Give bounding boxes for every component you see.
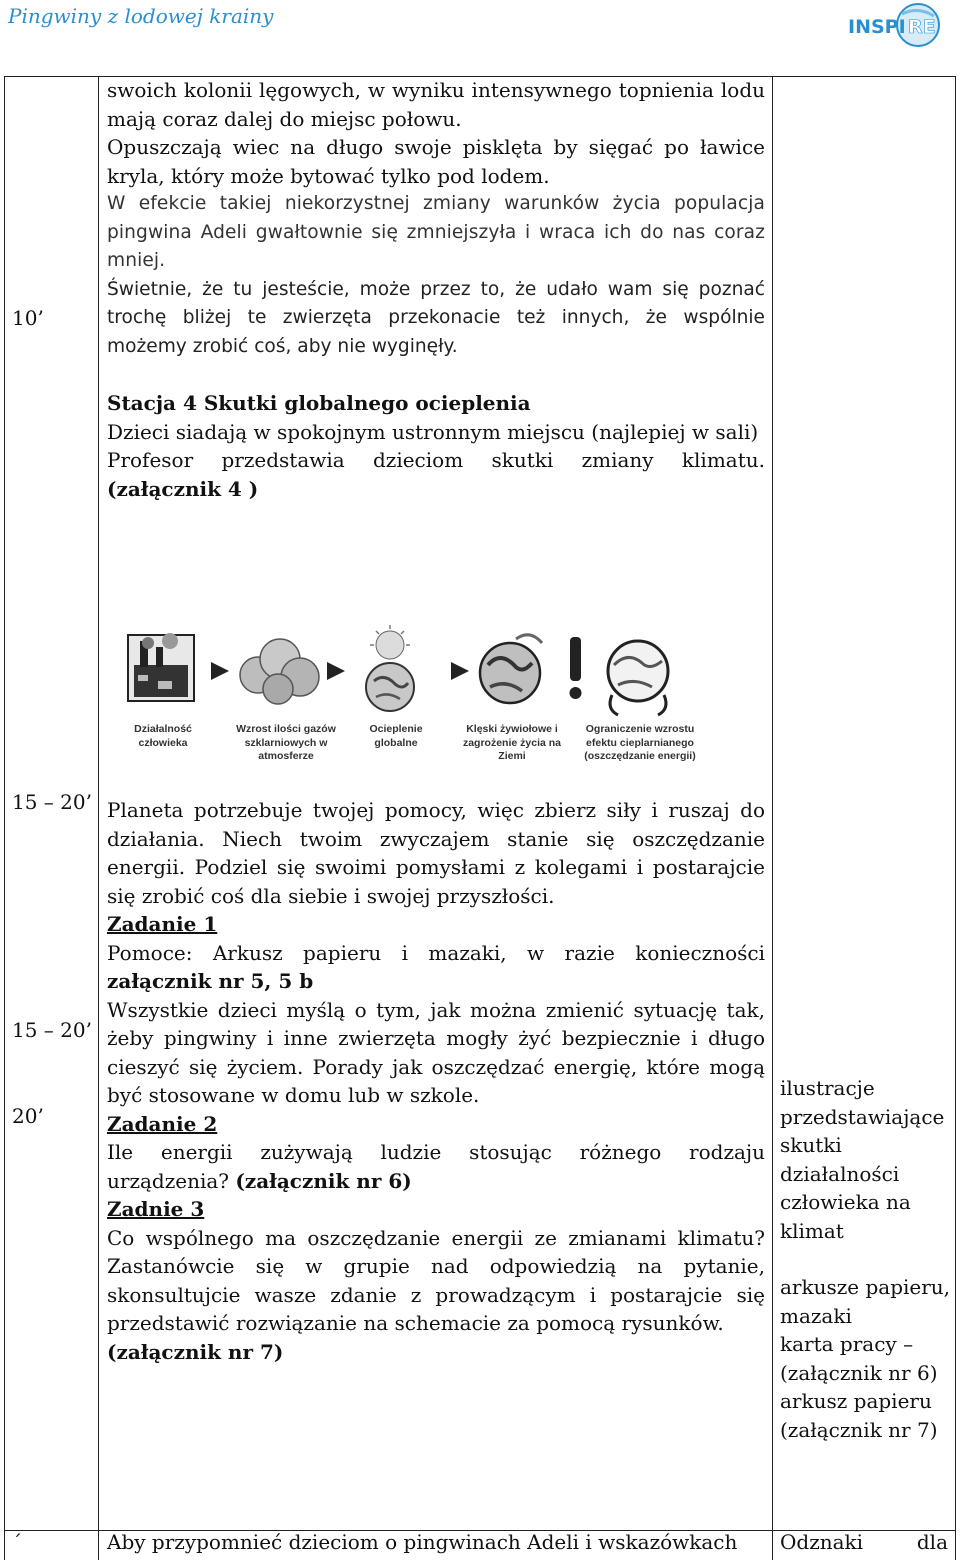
diagram-label: Działalność człowieka bbox=[134, 723, 192, 749]
inspire-logo bbox=[846, 0, 946, 50]
table-border-left bbox=[4, 76, 5, 1560]
paragraph: W efekcie takiej niekorzystnej zmiany warunków życia populacja pingwina Adeli gwałtownie się zmniejszyła i wraca ich do nas coraz mniej. bbox=[107, 193, 765, 271]
attachment-reference: załącznik nr 5, 5 b bbox=[107, 969, 314, 993]
diagram-label: Ocieplenie globalne bbox=[369, 723, 423, 749]
arrow-right-icon bbox=[451, 662, 469, 680]
task-heading: Zadanie 1 bbox=[107, 912, 218, 936]
materials-item: karta pracy – (załącznik nr 6) bbox=[780, 1332, 938, 1385]
attachment-reference: (załącznik nr 6) bbox=[235, 1168, 412, 1193]
task-aids: Pomoce: Arkusz papieru i mazaki, w razie konieczności bbox=[107, 940, 765, 965]
time-cell: 10’ bbox=[12, 306, 44, 330]
time-cell: 20’ bbox=[12, 1104, 44, 1128]
diagram-label: Ograniczenie wzrostu efektu cieplarnianego (oszczędzanie energii) bbox=[584, 723, 696, 762]
arrow-right-icon bbox=[211, 662, 229, 680]
materials-cell: Odznaki dla bbox=[780, 1530, 948, 1554]
arrow-right-icon bbox=[327, 662, 345, 680]
table-column-divider bbox=[98, 76, 99, 1560]
time-cell: 15 – 20’ bbox=[12, 1018, 92, 1042]
paragraph: Planeta potrzebuje twojej pomocy, więc zbierz siły i ruszaj do działania. Niech twoim zwyczajem stanie się oszczędzanie energii. Podziel się swoimi pomysłami z kolegami i postarajcie się zrobić coś dla siebie i swojej przyszłości. bbox=[107, 798, 765, 908]
diagram-label: Wzrost ilości gazów szklarniowych w atmosferze bbox=[236, 723, 336, 762]
paragraph bbox=[107, 1138, 765, 1195]
protected-earth-icon bbox=[608, 641, 668, 715]
svg-text:RE: RE bbox=[908, 16, 936, 38]
materials-cell bbox=[780, 1074, 952, 1444]
materials-item: ilustracje przedstawiające skutki działalności człowieka na klimat bbox=[780, 1076, 945, 1243]
global-warming-diagram bbox=[118, 625, 698, 765]
paragraph: Co wspólnego ma oszczędzanie energii ze zmianami klimatu? Zastanówcie się w grupie nad odpowiedzią na pytanie, skonsultujcie wasze zdanie z prowadzącym i postarajcie się przedstawić rozwiązanie na schemacie za pomocą rysunków. bbox=[107, 1225, 765, 1335]
disaster-earth-icon bbox=[480, 635, 542, 703]
task-body: Ile energii zużywają ludzie stosując różnego rodzaju urządzenia? bbox=[107, 1140, 765, 1193]
materials-item: arkusze papieru, mazaki bbox=[780, 1275, 951, 1328]
table-column-divider bbox=[772, 76, 773, 1560]
hot-earth-icon bbox=[366, 625, 414, 711]
attachment-reference: (załącznik 4 ) bbox=[107, 476, 259, 501]
content-cell bbox=[107, 796, 765, 1366]
paragraph: Wszystkie dzieci myślą o tym, jak można zmienić sytuację tak, żeby pingwiny i inne zwierzęta mogły żyć bezpiecznie i długo cieszyć się życiem. Porady jak oszczędzać energię, które mogą być stosowane w domu lub w szkole. bbox=[107, 997, 765, 1107]
content-cell: Aby przypomnieć dzieciom o pingwinach Adeli i wskazówkach bbox=[107, 1530, 738, 1554]
diagram-label: Klęski żywiołowe i zagrożenie życia na Ziemi bbox=[462, 723, 562, 762]
station-instruction: Dzieci siadają w spokojnym ustronnym miejscu (najlepiej w sali) bbox=[107, 419, 759, 444]
task-heading: Zadanie 2 bbox=[107, 1111, 218, 1136]
time-cell: ´ bbox=[12, 1530, 22, 1554]
factory-icon bbox=[128, 633, 194, 701]
paragraph: Opuszczają wiec na długo swoje pisklęta by sięgać po ławice kryla, który może bytować tylko pod lodem. bbox=[107, 135, 765, 188]
content-cell bbox=[107, 76, 765, 361]
task-heading: Zadnie 3 bbox=[107, 1197, 205, 1221]
time-cell: 15 – 20’ bbox=[12, 790, 92, 814]
materials-item: arkusz papieru (załącznik nr 7) bbox=[780, 1389, 938, 1442]
table-border-right bbox=[955, 76, 956, 1560]
station-block bbox=[107, 389, 765, 503]
station-instruction: Profesor przedstawia dzieciom skutki zmiany klimatu. bbox=[107, 448, 765, 472]
attachment-reference: (załącznik nr 7) bbox=[107, 1339, 284, 1364]
paragraph: swoich kolonii lęgowych, w wyniku intensywnego topnienia lodu mają coraz dalej do miejsc połowu. bbox=[107, 78, 765, 131]
paragraph: Świetnie, że tu jesteście, może przez to, że udało wam się poznać trochę bliżej te zwierzęta przekonacie też innych, że wspólnie możemy zrobić coś, aby nie wyginęły. bbox=[107, 278, 765, 357]
exclamation-icon bbox=[570, 637, 582, 699]
document-title: Pingwiny z lodowej krainy bbox=[8, 4, 274, 28]
station-heading: Stacja 4 Skutki globalnego ocieplenia bbox=[107, 391, 531, 415]
svg-text:INSPI: INSPI bbox=[848, 16, 906, 38]
smoke-cloud-icon bbox=[240, 639, 319, 704]
